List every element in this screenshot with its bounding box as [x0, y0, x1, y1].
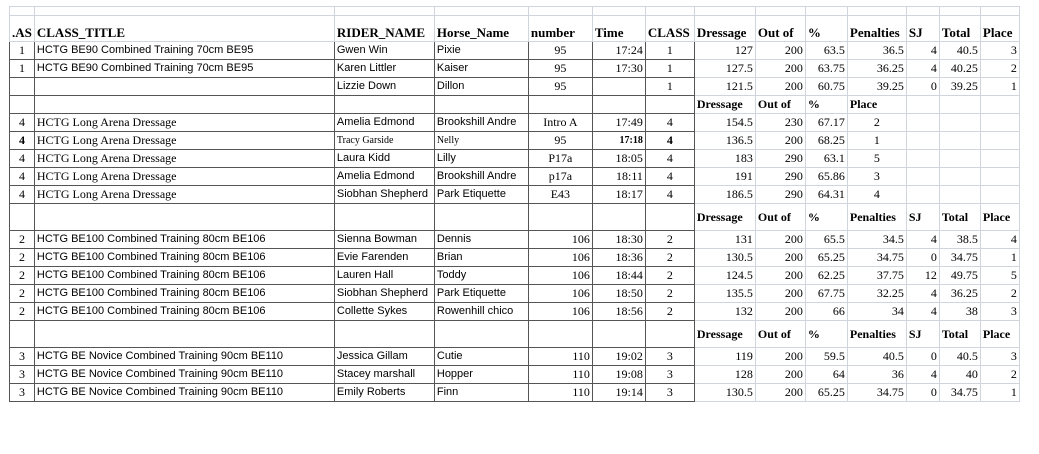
- cell-class[interactable]: 4: [645, 114, 694, 132]
- header-sj[interactable]: SJ: [906, 321, 939, 348]
- cell-time[interactable]: 19:08: [592, 366, 645, 384]
- cell-pct[interactable]: 67.75: [805, 285, 847, 303]
- table-row: [10, 168, 1020, 186]
- cell-rider[interactable]: Jessica Gillam: [334, 348, 434, 366]
- cell-pct[interactable]: 65.86: [805, 168, 847, 186]
- header-out-of[interactable]: Out of: [755, 16, 805, 42]
- cell-class[interactable]: 3: [645, 384, 694, 402]
- cell-horse[interactable]: Dillon: [434, 78, 528, 96]
- cell-class[interactable]: 4: [645, 132, 694, 150]
- cell-title[interactable]: HCTG BE100 Combined Training 80cm BE106: [34, 285, 334, 303]
- cell-out-of[interactable]: 290: [755, 150, 805, 168]
- cell-dressage[interactable]: 124.5: [694, 267, 755, 285]
- cell-dressage[interactable]: 183: [694, 150, 755, 168]
- cell-out-of[interactable]: 230: [755, 114, 805, 132]
- cell-dressage[interactable]: 127.5: [694, 60, 755, 78]
- cell-number[interactable]: 95: [528, 60, 592, 78]
- cell-number[interactable]: 95: [528, 132, 592, 150]
- cell-rider[interactable]: Gwen Win: [334, 42, 434, 60]
- cell-dressage[interactable]: 154.5: [694, 114, 755, 132]
- table-row: [10, 348, 1020, 366]
- cell-cls[interactable]: 1: [10, 60, 35, 78]
- cell-dressage[interactable]: 121.5: [694, 78, 755, 96]
- cell-number[interactable]: 106: [528, 285, 592, 303]
- cell-number[interactable]: 106: [528, 303, 592, 321]
- cell-horse[interactable]: Hopper: [434, 366, 528, 384]
- cell-dressage[interactable]: 186.5: [694, 186, 755, 204]
- cell-sj[interactable]: 4: [906, 366, 939, 384]
- cell-rider[interactable]: Amelia Edmond: [334, 168, 434, 186]
- cell-sj[interactable]: 4: [906, 285, 939, 303]
- cell-title[interactable]: [34, 78, 334, 96]
- cell-out-of[interactable]: 200: [755, 231, 805, 249]
- cell-class[interactable]: 2: [645, 303, 694, 321]
- cell-cls[interactable]: 4: [10, 132, 35, 150]
- cell-cls[interactable]: 3: [10, 366, 35, 384]
- cell-title[interactable]: HCTG Long Arena Dressage: [34, 132, 334, 150]
- cell-dressage[interactable]: 119: [694, 348, 755, 366]
- cell-dressage[interactable]: 130.5: [694, 249, 755, 267]
- cell-pct[interactable]: 60.75: [805, 78, 847, 96]
- cell-number[interactable]: 95: [528, 42, 592, 60]
- cell-sj[interactable]: 4: [906, 231, 939, 249]
- cell-total[interactable]: 49.75: [939, 267, 980, 285]
- results-spreadsheet: [9, 6, 1020, 402]
- cell-penalties[interactable]: 36.25: [847, 60, 906, 78]
- cell-pct[interactable]: 64: [805, 366, 847, 384]
- cell-horse[interactable]: Park Etiquette: [434, 186, 528, 204]
- header-place[interactable]: Place: [847, 96, 906, 114]
- cell-time[interactable]: 18:11: [592, 168, 645, 186]
- cell-class[interactable]: 2: [645, 249, 694, 267]
- cell-penalties[interactable]: 34.75: [847, 249, 906, 267]
- table-row: [10, 42, 1020, 60]
- cell-cls[interactable]: 3: [10, 348, 35, 366]
- header-pct[interactable]: %: [805, 204, 847, 231]
- cell-pct[interactable]: 63.5: [805, 42, 847, 60]
- cell-sj[interactable]: 0: [906, 78, 939, 96]
- cell-rider[interactable]: Stacey marshall: [334, 366, 434, 384]
- cell-title[interactable]: HCTG BE100 Combined Training 80cm BE106: [34, 249, 334, 267]
- cell-cls[interactable]: 4: [10, 114, 35, 132]
- cell-rider[interactable]: Siobhan Shepherd: [334, 186, 434, 204]
- cell-cls[interactable]: 2: [10, 285, 35, 303]
- cell-rider[interactable]: Siobhan Shepherd: [334, 285, 434, 303]
- cell-number[interactable]: Intro A: [528, 114, 592, 132]
- cell-time[interactable]: 17:30: [592, 60, 645, 78]
- header-total[interactable]: Total: [939, 204, 980, 231]
- header-number[interactable]: number: [528, 16, 592, 42]
- cell-pct[interactable]: 59.5: [805, 348, 847, 366]
- section-header-row: [10, 204, 1020, 231]
- cell-class[interactable]: 2: [645, 231, 694, 249]
- cell-number[interactable]: p17a: [528, 168, 592, 186]
- cell-cls[interactable]: 2: [10, 303, 35, 321]
- cell-horse[interactable]: Brookshill Andre: [434, 114, 528, 132]
- header-penalties[interactable]: Penalties: [847, 204, 906, 231]
- cell-class[interactable]: 1: [645, 60, 694, 78]
- cell-horse[interactable]: Cutie: [434, 348, 528, 366]
- cell-number[interactable]: E43: [528, 186, 592, 204]
- cell-time[interactable]: 18:44: [592, 267, 645, 285]
- cell-title[interactable]: HCTG Long Arena Dressage: [34, 186, 334, 204]
- header-time[interactable]: Time: [592, 16, 645, 42]
- results-table: [9, 6, 1020, 402]
- cell-number[interactable]: P17a: [528, 150, 592, 168]
- cell-place[interactable]: 4: [847, 186, 906, 204]
- cell-place[interactable]: 2: [980, 366, 1019, 384]
- cell-horse[interactable]: Brookshill Andre: [434, 168, 528, 186]
- cell-sj[interactable]: 4: [906, 303, 939, 321]
- cell-penalties[interactable]: 34.5: [847, 231, 906, 249]
- cell-out-of[interactable]: 200: [755, 42, 805, 60]
- cell-number[interactable]: 95: [528, 78, 592, 96]
- cell-dressage[interactable]: 127: [694, 42, 755, 60]
- cell-rider[interactable]: Karen Littler: [334, 60, 434, 78]
- cell-out-of[interactable]: 200: [755, 348, 805, 366]
- cell-dressage[interactable]: 130.5: [694, 384, 755, 402]
- cell-class[interactable]: 2: [645, 267, 694, 285]
- table-row: [10, 303, 1020, 321]
- cell-time[interactable]: [592, 78, 645, 96]
- cell-dressage[interactable]: 131: [694, 231, 755, 249]
- cell-class[interactable]: 3: [645, 348, 694, 366]
- cell-time[interactable]: 18:36: [592, 249, 645, 267]
- cell-out-of[interactable]: 200: [755, 303, 805, 321]
- cell-cls[interactable]: 3: [10, 384, 35, 402]
- cell-penalties[interactable]: 32.25: [847, 285, 906, 303]
- cell-place[interactable]: 1: [980, 78, 1019, 96]
- cell-horse[interactable]: Dennis: [434, 231, 528, 249]
- cell-penalties[interactable]: 40.5: [847, 348, 906, 366]
- cell-out-of[interactable]: 200: [755, 249, 805, 267]
- cell-penalties[interactable]: 36: [847, 366, 906, 384]
- cell-total[interactable]: 38.5: [939, 231, 980, 249]
- header-out-of[interactable]: Out of: [755, 96, 805, 114]
- cell-title[interactable]: HCTG BE100 Combined Training 80cm BE106: [34, 231, 334, 249]
- cell-horse[interactable]: Kaiser: [434, 60, 528, 78]
- header-pct[interactable]: %: [805, 16, 847, 42]
- table-row: [10, 132, 1020, 150]
- cell-place[interactable]: 2: [980, 60, 1019, 78]
- cell-place[interactable]: 1: [847, 132, 906, 150]
- header-rider-name[interactable]: RIDER_NAME: [334, 16, 434, 42]
- cell-pct[interactable]: 65.5: [805, 231, 847, 249]
- cell-class[interactable]: 1: [645, 42, 694, 60]
- cell-sj[interactable]: 0: [906, 348, 939, 366]
- spacer-row: [10, 7, 1020, 16]
- cell-penalties[interactable]: 37.75: [847, 267, 906, 285]
- cell-title[interactable]: HCTG Long Arena Dressage: [34, 150, 334, 168]
- cell-total[interactable]: 34.75: [939, 384, 980, 402]
- cell-class[interactable]: 3: [645, 366, 694, 384]
- cell-place[interactable]: 3: [980, 303, 1019, 321]
- cell-rider[interactable]: Lauren Hall: [334, 267, 434, 285]
- cell-time[interactable]: 19:14: [592, 384, 645, 402]
- cell-horse[interactable]: Nelly: [434, 132, 528, 150]
- table-row: [10, 249, 1020, 267]
- header-class[interactable]: CLASS: [645, 16, 694, 42]
- cell-penalties[interactable]: 36.5: [847, 42, 906, 60]
- cell-number[interactable]: 106: [528, 267, 592, 285]
- cell-dressage[interactable]: 132: [694, 303, 755, 321]
- table-row: [10, 231, 1020, 249]
- cell-place[interactable]: 3: [980, 42, 1019, 60]
- header-dressage[interactable]: Dressage: [694, 321, 755, 348]
- cell-title[interactable]: HCTG BE100 Combined Training 80cm BE106: [34, 267, 334, 285]
- table-row: [10, 384, 1020, 402]
- cell-cls[interactable]: 1: [10, 42, 35, 60]
- cell-out-of[interactable]: 290: [755, 168, 805, 186]
- cell-class[interactable]: 2: [645, 285, 694, 303]
- cell-place[interactable]: 4: [980, 231, 1019, 249]
- cell-horse[interactable]: Pixie: [434, 42, 528, 60]
- header-dressage[interactable]: Dressage: [694, 204, 755, 231]
- cell-time[interactable]: 18:56: [592, 303, 645, 321]
- cell-sj[interactable]: 4: [906, 60, 939, 78]
- cell-time[interactable]: 18:05: [592, 150, 645, 168]
- cell-out-of[interactable]: 290: [755, 186, 805, 204]
- cell-dressage[interactable]: 136.5: [694, 132, 755, 150]
- cell-out-of[interactable]: 200: [755, 285, 805, 303]
- cell-horse[interactable]: Lilly: [434, 150, 528, 168]
- cell-rider[interactable]: Tracy Garside: [334, 132, 434, 150]
- cell-place[interactable]: 2: [980, 285, 1019, 303]
- cell-total[interactable]: 36.25: [939, 285, 980, 303]
- table-row: [10, 114, 1020, 132]
- cell-pct[interactable]: 63.1: [805, 150, 847, 168]
- cell-horse[interactable]: Brian: [434, 249, 528, 267]
- header-pct[interactable]: %: [805, 321, 847, 348]
- cell-place[interactable]: 5: [980, 267, 1019, 285]
- cell-time[interactable]: 17:18: [592, 132, 645, 150]
- cell-out-of[interactable]: 200: [755, 366, 805, 384]
- header-row: [10, 16, 1020, 42]
- cell-place[interactable]: 5: [847, 150, 906, 168]
- cell-time[interactable]: 18:17: [592, 186, 645, 204]
- cell-sj[interactable]: 4: [906, 42, 939, 60]
- cell-dressage[interactable]: 128: [694, 366, 755, 384]
- cell-total[interactable]: 40.5: [939, 42, 980, 60]
- cell-cls[interactable]: 2: [10, 231, 35, 249]
- cell-dressage[interactable]: 191: [694, 168, 755, 186]
- header-cls[interactable]: .AS: [10, 16, 35, 42]
- table-row: [10, 186, 1020, 204]
- header-place[interactable]: Place: [980, 321, 1019, 348]
- cell-penalties[interactable]: 34.75: [847, 384, 906, 402]
- cell-rider[interactable]: Amelia Edmond: [334, 114, 434, 132]
- cell-time[interactable]: 17:24: [592, 42, 645, 60]
- table-row: [10, 150, 1020, 168]
- cell-total[interactable]: 40.5: [939, 348, 980, 366]
- header-total[interactable]: Total: [939, 16, 980, 42]
- cell-out-of[interactable]: 200: [755, 267, 805, 285]
- header-sj[interactable]: SJ: [906, 204, 939, 231]
- header-total[interactable]: Total: [939, 321, 980, 348]
- cell-total[interactable]: 39.25: [939, 78, 980, 96]
- header-horse-name[interactable]: Horse_Name: [434, 16, 528, 42]
- cell-rider[interactable]: Sienna Bowman: [334, 231, 434, 249]
- cell-class[interactable]: 4: [645, 168, 694, 186]
- cell-rider[interactable]: Emily Roberts: [334, 384, 434, 402]
- cell-pct[interactable]: 63.75: [805, 60, 847, 78]
- cell-place[interactable]: 3: [980, 348, 1019, 366]
- header-dressage[interactable]: Dressage: [694, 16, 755, 42]
- cell-penalties[interactable]: 39.25: [847, 78, 906, 96]
- cell-horse[interactable]: Finn: [434, 384, 528, 402]
- cell-horse[interactable]: Park Etiquette: [434, 285, 528, 303]
- cell-penalties[interactable]: 34: [847, 303, 906, 321]
- cell-pct[interactable]: 62.25: [805, 267, 847, 285]
- cell-cls[interactable]: 4: [10, 150, 35, 168]
- cell-total[interactable]: 34.75: [939, 249, 980, 267]
- cell-time[interactable]: 18:30: [592, 231, 645, 249]
- cell-time[interactable]: 19:02: [592, 348, 645, 366]
- section-header-row: [10, 96, 1020, 114]
- cell-number[interactable]: 110: [528, 366, 592, 384]
- cell-horse[interactable]: Rowenhill chico: [434, 303, 528, 321]
- header-out-of[interactable]: Out of: [755, 321, 805, 348]
- cell-place[interactable]: 1: [980, 249, 1019, 267]
- cell-title[interactable]: HCTG BE Novice Combined Training 90cm BE110: [34, 348, 334, 366]
- cell-cls[interactable]: 2: [10, 267, 35, 285]
- cell-pct[interactable]: 65.25: [805, 384, 847, 402]
- cell-title[interactable]: HCTG BE90 Combined Training 70cm BE95: [34, 42, 334, 60]
- cell-class[interactable]: 4: [645, 186, 694, 204]
- header-penalties[interactable]: Penalties: [847, 321, 906, 348]
- cell-out-of[interactable]: 200: [755, 132, 805, 150]
- header-penalties[interactable]: Penalties: [847, 16, 906, 42]
- cell-rider[interactable]: Collette Sykes: [334, 303, 434, 321]
- cell-class[interactable]: 1: [645, 78, 694, 96]
- cell-total[interactable]: 38: [939, 303, 980, 321]
- cell-time[interactable]: 18:50: [592, 285, 645, 303]
- cell-place[interactable]: 2: [847, 114, 906, 132]
- cell-title[interactable]: HCTG BE100 Combined Training 80cm BE106: [34, 303, 334, 321]
- header-place[interactable]: Place: [980, 16, 1019, 42]
- cell-rider[interactable]: Laura Kidd: [334, 150, 434, 168]
- cell-number[interactable]: 110: [528, 348, 592, 366]
- cell-out-of[interactable]: 200: [755, 60, 805, 78]
- section-header-row: [10, 321, 1020, 348]
- table-row: [10, 78, 1020, 96]
- cell-pct[interactable]: 65.25: [805, 249, 847, 267]
- cell-number[interactable]: 110: [528, 384, 592, 402]
- cell-title[interactable]: HCTG BE Novice Combined Training 90cm BE110: [34, 366, 334, 384]
- cell-place[interactable]: 3: [847, 168, 906, 186]
- cell-pct[interactable]: 68.25: [805, 132, 847, 150]
- table-row: [10, 60, 1020, 78]
- cell-rider[interactable]: Evie Farenden: [334, 249, 434, 267]
- header-dressage[interactable]: Dressage: [694, 96, 755, 114]
- header-place[interactable]: Place: [980, 204, 1019, 231]
- header-class-title[interactable]: CLASS_TITLE: [34, 16, 334, 42]
- cell-total[interactable]: 40: [939, 366, 980, 384]
- cell-cls[interactable]: [10, 78, 35, 96]
- cell-title[interactable]: HCTG BE90 Combined Training 70cm BE95: [34, 60, 334, 78]
- cell-rider[interactable]: Lizzie Down: [334, 78, 434, 96]
- cell-pct[interactable]: 64.31: [805, 186, 847, 204]
- cell-number[interactable]: 106: [528, 231, 592, 249]
- header-out-of[interactable]: Out of: [755, 204, 805, 231]
- cell-title[interactable]: HCTG Long Arena Dressage: [34, 168, 334, 186]
- cell-sj[interactable]: 12: [906, 267, 939, 285]
- cell-title[interactable]: HCTG BE Novice Combined Training 90cm BE110: [34, 384, 334, 402]
- cell-out-of[interactable]: 200: [755, 78, 805, 96]
- cell-class[interactable]: 4: [645, 150, 694, 168]
- cell-total[interactable]: 40.25: [939, 60, 980, 78]
- cell-horse[interactable]: Toddy: [434, 267, 528, 285]
- cell-title[interactable]: HCTG Long Arena Dressage: [34, 114, 334, 132]
- cell-cls[interactable]: 2: [10, 249, 35, 267]
- cell-number[interactable]: 106: [528, 249, 592, 267]
- cell-pct[interactable]: 67.17: [805, 114, 847, 132]
- header-pct[interactable]: %: [805, 96, 847, 114]
- cell-dressage[interactable]: 135.5: [694, 285, 755, 303]
- cell-place[interactable]: 1: [980, 384, 1019, 402]
- cell-sj[interactable]: 0: [906, 384, 939, 402]
- cell-cls[interactable]: 4: [10, 186, 35, 204]
- cell-cls[interactable]: 4: [10, 168, 35, 186]
- cell-pct[interactable]: 66: [805, 303, 847, 321]
- table-row: [10, 366, 1020, 384]
- cell-time[interactable]: 17:49: [592, 114, 645, 132]
- header-sj[interactable]: SJ: [906, 16, 939, 42]
- cell-sj[interactable]: 0: [906, 249, 939, 267]
- cell-out-of[interactable]: 200: [755, 384, 805, 402]
- table-row: [10, 285, 1020, 303]
- table-row: [10, 267, 1020, 285]
